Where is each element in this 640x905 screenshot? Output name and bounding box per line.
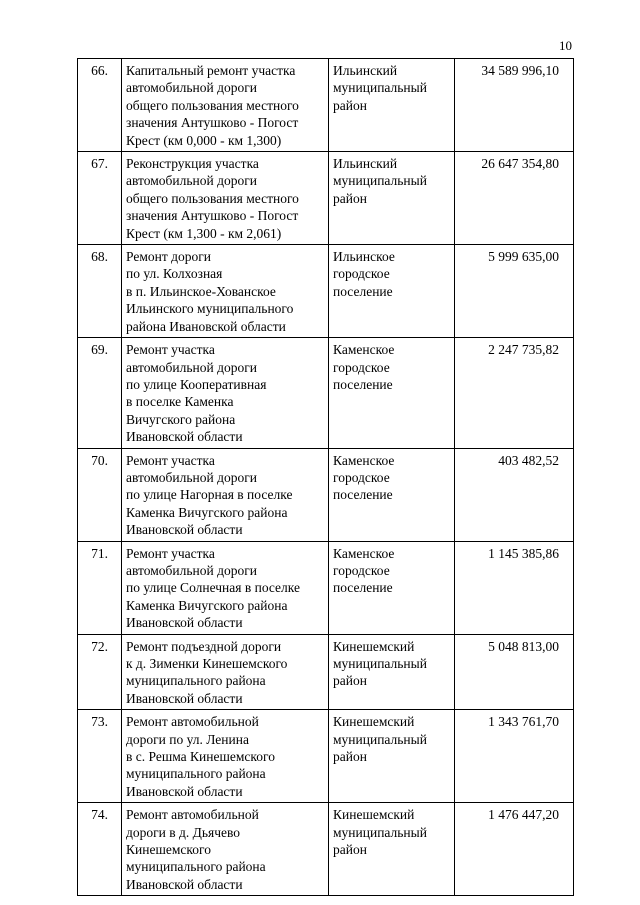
project-name: Ремонт участка автомобильной дороги по улице Нагорная в поселке Каменка Вичугского района Ивановской области	[122, 448, 329, 541]
municipality: Кинешемский муниципальный район	[329, 710, 455, 803]
municipality: Каменское городское поселение	[329, 448, 455, 541]
municipality: Ильинский муниципальный район	[329, 152, 455, 245]
projects-table	[77, 58, 574, 896]
table-row	[78, 803, 574, 896]
table-row	[78, 245, 574, 338]
project-name: Ремонт подъездной дороги к д. Зименки Кинешемского муниципального района Ивановской области	[122, 634, 329, 710]
amount: 2 247 735,82	[455, 338, 574, 448]
amount: 403 482,52	[455, 448, 574, 541]
project-name: Ремонт участка автомобильной дороги по улице Кооперативная в поселке Каменка Вичугского района Ивановской области	[122, 338, 329, 448]
amount: 34 589 996,10	[455, 59, 574, 152]
row-number: 67.	[78, 152, 122, 245]
amount: 1 145 385,86	[455, 541, 574, 634]
table-row	[78, 338, 574, 448]
project-name: Ремонт дороги по ул. Колхозная в п. Ильинское-Хованское Ильинского муниципального района Ивановской области	[122, 245, 329, 338]
project-name: Капитальный ремонт участка автомобильной дороги общего пользования местного значения Антушково - Погост Крест (км 0,000 - км 1,300)	[122, 59, 329, 152]
amount: 1 476 447,20	[455, 803, 574, 896]
municipality: Ильинский муниципальный район	[329, 59, 455, 152]
table-row	[78, 152, 574, 245]
table-row	[78, 710, 574, 803]
project-name: Реконструкция участка автомобильной дороги общего пользования местного значения Антушково - Погост Крест (км 1,300 - км 2,061)	[122, 152, 329, 245]
amount: 1 343 761,70	[455, 710, 574, 803]
project-name: Ремонт автомобильной дороги по ул. Ленина в с. Решма Кинешемского муниципального района Ивановской области	[122, 710, 329, 803]
row-number: 69.	[78, 338, 122, 448]
row-number: 70.	[78, 448, 122, 541]
municipality: Каменское городское поселение	[329, 541, 455, 634]
row-number: 71.	[78, 541, 122, 634]
table-row	[78, 448, 574, 541]
municipality: Каменское городское поселение	[329, 338, 455, 448]
page-number: 10	[559, 38, 572, 53]
project-name: Ремонт участка автомобильной дороги по улице Солнечная в поселке Каменка Вичугского района Ивановской области	[122, 541, 329, 634]
amount: 5 048 813,00	[455, 634, 574, 710]
amount: 26 647 354,80	[455, 152, 574, 245]
row-number: 73.	[78, 710, 122, 803]
row-number: 72.	[78, 634, 122, 710]
municipality: Ильинское городское поселение	[329, 245, 455, 338]
table-row	[78, 541, 574, 634]
row-number: 68.	[78, 245, 122, 338]
municipality: Кинешемский муниципальный район	[329, 803, 455, 896]
row-number: 74.	[78, 803, 122, 896]
row-number: 66.	[78, 59, 122, 152]
table-row	[78, 59, 574, 152]
amount: 5 999 635,00	[455, 245, 574, 338]
projects-table-body	[78, 59, 574, 896]
project-name: Ремонт автомобильной дороги в д. Дьячево Кинешемского муниципального района Ивановской области	[122, 803, 329, 896]
table-row	[78, 634, 574, 710]
municipality: Кинешемский муниципальный район	[329, 634, 455, 710]
